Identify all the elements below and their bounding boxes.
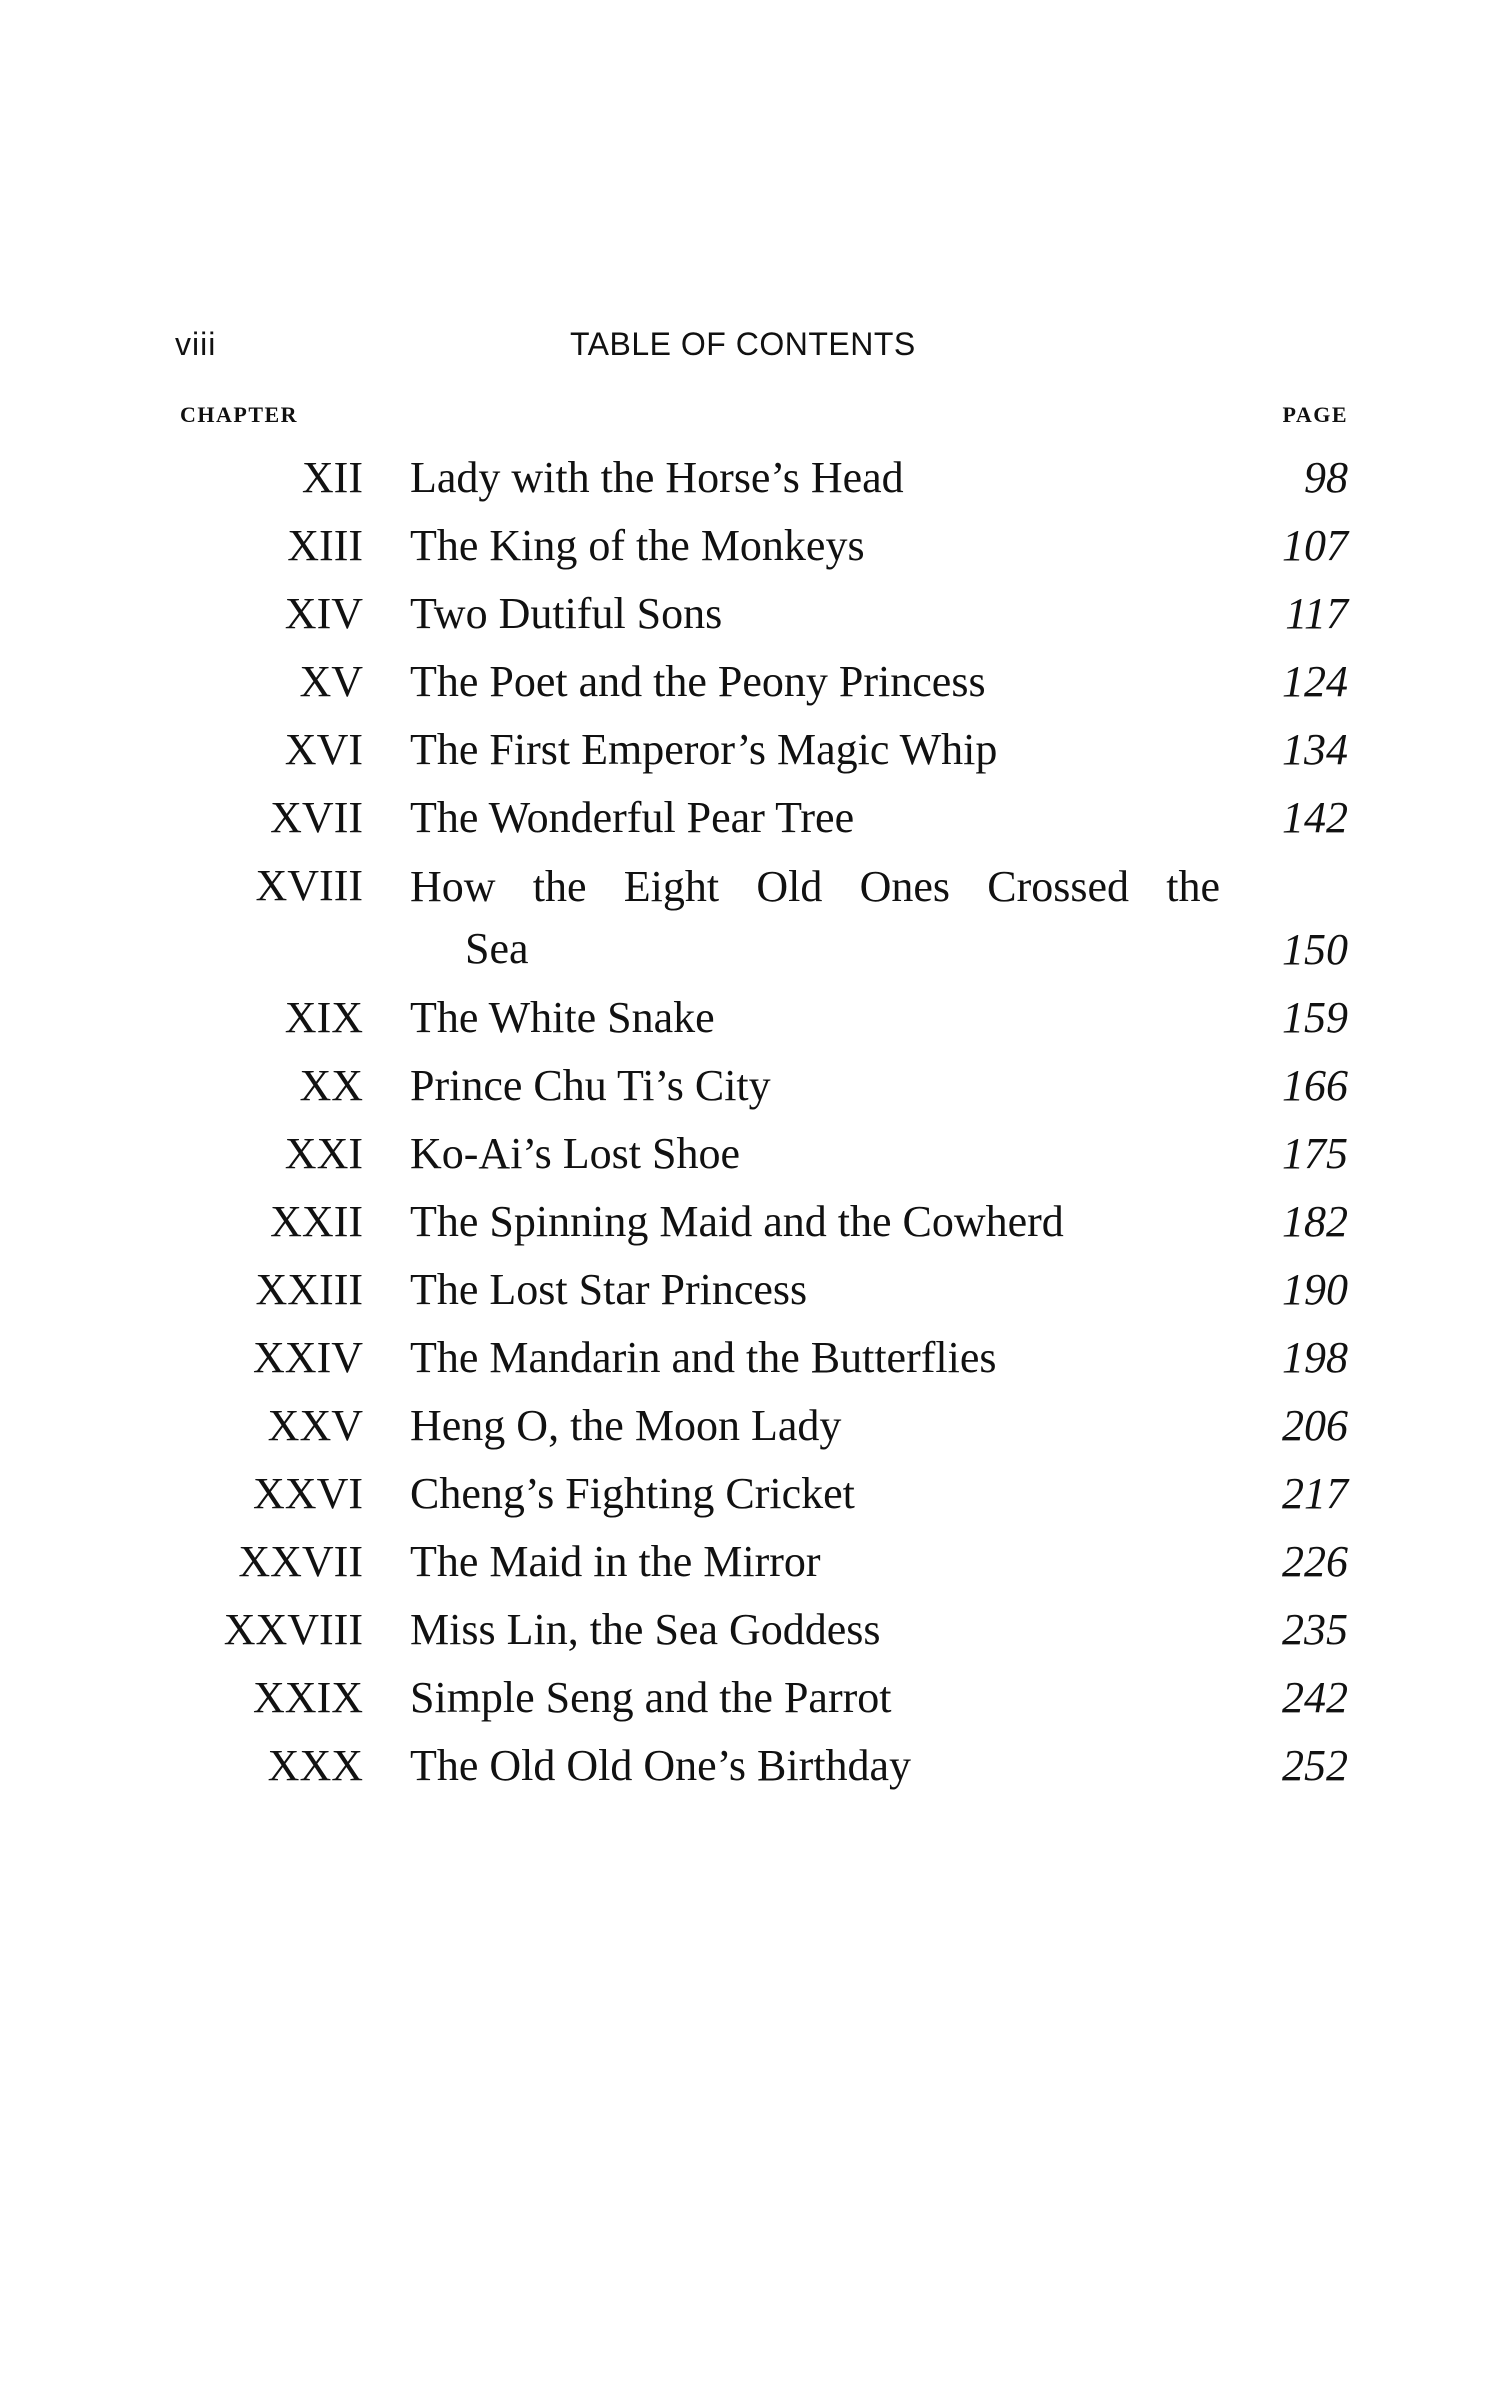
toc-entry (0, 1256, 1500, 1324)
chapter-number: XIII (287, 521, 363, 570)
chapter-number: XVI (284, 725, 363, 774)
toc-entry (0, 580, 1500, 648)
toc-entry (0, 1188, 1500, 1256)
chapter-number: XII (301, 453, 363, 502)
chapter-title: The King of the Monkeys (410, 521, 865, 570)
toc-entry (0, 1120, 1500, 1188)
chapter-title: The Poet and the Peony Princess (410, 657, 986, 706)
toc-entry (0, 648, 1500, 716)
page-number: 252 (1282, 1741, 1348, 1790)
page-number: 242 (1282, 1673, 1348, 1722)
page-number: 117 (1285, 589, 1348, 638)
page-number: 142 (1282, 793, 1348, 842)
chapter-number: XVII (270, 793, 363, 842)
chapter-title: Ko-Ai’s Lost Shoe (410, 1129, 740, 1178)
toc-entry (0, 984, 1500, 1052)
chapter-title: Cheng’s Fighting Cricket (410, 1469, 855, 1518)
chapter-title (410, 852, 1230, 980)
page-number: 217 (1282, 1469, 1348, 1518)
page-number: 159 (1282, 993, 1348, 1042)
chapter-title: The Maid in the Mirror (410, 1537, 821, 1586)
toc-entry (0, 852, 1500, 984)
chapter-number: XV (299, 657, 363, 706)
toc-entry (0, 1460, 1500, 1528)
toc-entry (0, 512, 1500, 580)
toc-entry (0, 1392, 1500, 1460)
page-number: 98 (1304, 453, 1348, 502)
chapter-number: XXII (270, 1197, 363, 1246)
page-number: 166 (1282, 1061, 1348, 1110)
chapter-number: XXI (284, 1129, 363, 1178)
toc-entry (0, 1596, 1500, 1664)
chapter-title: The Old Old One’s Birthday (410, 1741, 912, 1790)
chapter-number: XX (299, 1061, 363, 1110)
toc-entry (0, 1664, 1500, 1732)
page-number: 206 (1282, 1401, 1348, 1450)
page-number: 124 (1282, 657, 1348, 706)
column-headings (0, 402, 1500, 432)
chapter-title: The Mandarin and the Butterflies (410, 1333, 997, 1382)
chapter-title: The Spinning Maid and the Cowherd (410, 1197, 1064, 1246)
chapter-title: The Wonderful Pear Tree (410, 793, 855, 842)
chapter-number: XXIV (253, 1333, 363, 1382)
page-number: 226 (1282, 1537, 1348, 1586)
page-number: 198 (1282, 1333, 1348, 1382)
toc-entry (0, 1324, 1500, 1392)
chapter-title: Miss Lin, the Sea Goddess (410, 1605, 881, 1654)
running-title: TABLE OF CONTENTS (570, 326, 916, 362)
page-number: 190 (1282, 1265, 1348, 1314)
toc-entry (0, 716, 1500, 784)
chapter-title: The White Snake (410, 993, 715, 1042)
page-number: 150 (1282, 925, 1348, 974)
toc-entry (0, 444, 1500, 512)
page-number: 107 (1282, 521, 1348, 570)
chapter-title: Lady with the Horse’s Head (410, 453, 904, 502)
toc-entry (0, 1052, 1500, 1120)
chapter-number: XXV (267, 1401, 363, 1450)
page-folio: viii (175, 326, 217, 362)
page-number: 175 (1282, 1129, 1348, 1178)
toc-entry (0, 1732, 1500, 1800)
chapter-title: The Lost Star Princess (410, 1265, 808, 1314)
toc-list (0, 444, 1500, 1800)
chapter-title: Simple Seng and the Parrot (410, 1673, 892, 1722)
page-column-heading: PAGE (1282, 402, 1348, 427)
chapter-title: Prince Chu Ti’s City (410, 1061, 771, 1110)
toc-entry (0, 1528, 1500, 1596)
chapter-number: XVIII (255, 861, 363, 910)
chapter-number: XXVII (238, 1537, 363, 1586)
chapter-title: Heng O, the Moon Lady (410, 1401, 842, 1450)
chapter-number: XXIX (253, 1673, 363, 1722)
chapter-number: XXIII (255, 1265, 363, 1314)
page-number: 134 (1282, 725, 1348, 774)
chapter-column-heading: CHAPTER (180, 402, 299, 427)
chapter-number: XIX (284, 993, 363, 1042)
chapter-number: XXX (267, 1741, 363, 1790)
chapter-title-line-2: Sea (465, 924, 529, 973)
chapter-title: The First Emperor’s Magic Whip (410, 725, 998, 774)
page-number: 235 (1282, 1605, 1348, 1654)
chapter-number: XXVIII (223, 1605, 363, 1654)
page-number: 182 (1282, 1197, 1348, 1246)
chapter-number: XXVI (253, 1469, 363, 1518)
chapter-title: Two Dutiful Sons (410, 589, 723, 638)
chapter-title-line-1: How the Eight Old Ones Crossed the (410, 862, 1220, 911)
chapter-number: XIV (284, 589, 363, 638)
running-head (0, 326, 1500, 366)
toc-entry (0, 784, 1500, 852)
